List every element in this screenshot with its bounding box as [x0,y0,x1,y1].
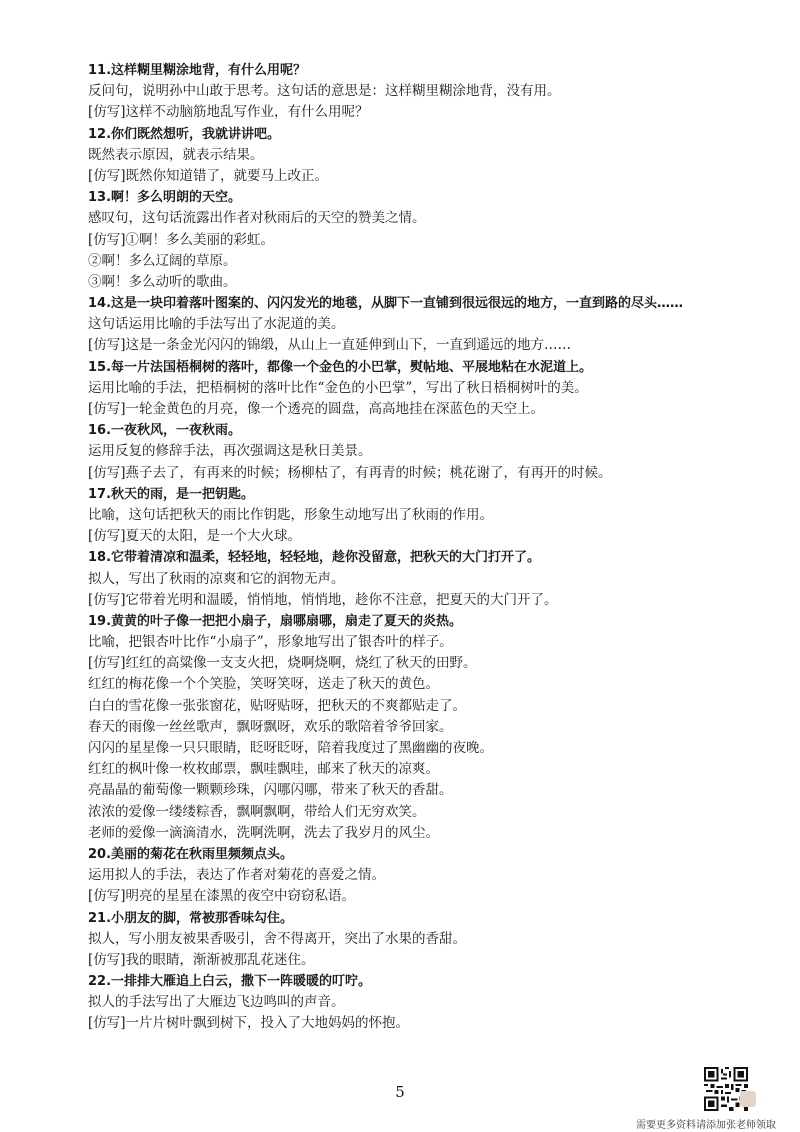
answer-line: ③啊！多么动听的歌曲。 [88,273,237,290]
answer-line: 浓浓的爱像一缕缕粽香，飘啊飘啊，带给人们无穷欢笑。 [88,803,426,820]
answer-line: 感叹句，这句话流露出作者对秋雨后的天空的赞美之情。 [88,210,426,227]
answer-line: 红红的梅花像一个个笑脸，笑呀笑呀，送走了秋天的黄色。 [88,676,439,693]
answer-line: 拟人，写小朋友被果香吸引，舍不得离开，突出了水果的香甜。 [88,930,466,947]
footer-text: 需要更多资料请添加张老师领取 [636,1120,776,1131]
question: 22.一排排大雁追上白云，撒下一阵暖暖的叮咛。 [88,974,372,990]
avatar [740,1091,756,1107]
answer-line: 运用比喻的手法，把梧桐树的落叶比作“金色的小巴掌”，写出了秋日梧桐树叶的美。 [88,379,588,396]
question: 18.它带着清凉和温柔，轻轻地，轻轻地，趁你没留意，把秋天的大门打开了。 [88,550,541,566]
footer-promo [618,1067,778,1131]
answer-line: [仿写]明亮的星星在漆黑的夜空中窃窃私语。 [88,888,356,905]
question: 20.美丽的菊花在秋雨里频频点头。 [88,846,294,862]
answer-line: 比喻，把银杏叶比作“小扇子”，形象地写出了银杏叶的样子。 [88,634,453,651]
answer-line: 闪闪的星星像一只只眼睛，眨呀眨呀，陪着我度过了黑幽幽的夜晚。 [88,740,493,756]
item-21 [88,908,778,972]
item-17 [88,484,778,548]
item-20 [88,844,778,908]
answer-line: 亮晶晶的葡萄像一颗颗珍珠，闪哪闪哪，带来了秋天的香甜。 [88,782,453,799]
page-number: 5 [395,1083,405,1101]
answer-line: 运用反复的修辞手法，再次强调这是秋日美景。 [88,443,372,460]
question: 12.你们既然想听，我就讲讲吧。 [88,126,281,142]
answer-line: [仿写]一轮金黄色的月亮，像一个透亮的圆盘，高高地挂在深蓝色的天空上。 [88,401,545,417]
answer-line: ②啊！多么辽阔的草原。 [88,252,237,269]
answer-line: [仿写]我的眼睛，渐渐被那乱花迷住。 [88,951,315,968]
item-18 [88,547,778,611]
answer-line: 红红的枫叶像一枚枚邮票，飘哇飘哇，邮来了秋天的凉爽。 [88,761,439,778]
answer-line: 这句话运用比喻的手法写出了水泥道的美。 [88,316,345,333]
answer-line: 拟人，写出了秋雨的凉爽和它的润物无声。 [88,570,345,587]
answer-line: [仿写]这是一条金光闪闪的锦缎，从山上一直延伸到山下，一直到遥远的地方…… [88,337,572,354]
answer-line: [仿写]既然你知道错了，就要马上改正。 [88,167,329,184]
answer-line: [仿写]①啊！多么美丽的彩虹。 [88,231,275,248]
item-11 [88,60,778,124]
answer-line: [仿写]燕子去了，有再来的时候；杨柳枯了，有再青的时候；桃花谢了，有再开的时候。 [88,464,612,481]
answer-line: [仿写]它带着光明和温暖，悄悄地，悄悄地，趁你不注意，把夏天的大门开了。 [88,591,558,608]
answer-line: 运用拟人的手法，表达了作者对菊花的喜爱之情。 [88,867,385,884]
answer-line: 春天的雨像一丝丝歌声，飘呀飘呀，欢乐的歌陪着爷爷回家。 [88,718,453,735]
item-19 [88,611,778,844]
question: 17.秋天的雨，是一把钥匙。 [88,486,255,502]
question: 15.每一片法国梧桐树的落叶，都像一个金色的小巴掌，熨帖地、平展地粘在水泥道上。 [88,359,593,375]
item-16 [88,420,778,484]
answer-line: [仿写]夏天的太阳，是一个大火球。 [88,528,302,545]
answer-line: 老师的爱像一滴滴清水，洗啊洗啊，洗去了我岁月的风尘。 [88,824,439,841]
answer-line: 比喻，这句话把秋天的雨比作钥匙，形象生动地写出了秋雨的作用。 [88,506,493,523]
item-22 [88,971,778,1035]
document-body [88,60,778,1035]
answer-line: [仿写]红红的高粱像一支支火把，烧啊烧啊，烧红了秋天的田野。 [88,655,477,672]
answer-line: 反问句，说明孙中山敢于思考。这句话的意思是：这样糊里糊涂地背，没有用。 [88,83,561,100]
answer-line: [仿写]一片片树叶飘到树下，投入了大地妈妈的怀抱。 [88,1015,410,1032]
item-13 [88,187,778,293]
item-15 [88,357,778,421]
answer-line: 既然表示原因，就表示结果。 [88,146,264,163]
question: 19.黄黄的叶子像一把把小扇子，扇哪扇哪，扇走了夏天的炎热。 [88,613,463,629]
answer-line: 白白的雪花像一张张窗花，贴呀贴呀，把秋天的不爽都贴走了。 [88,697,466,714]
item-14 [88,293,778,357]
question: 21.小朋友的脚，常被那香味勾住。 [88,910,294,926]
item-12 [88,124,778,188]
question: 16.一夜秋风，一夜秋雨。 [88,423,242,439]
question: 11.这样糊里糊涂地背，有什么用呢？ [88,63,307,78]
answer-line: 拟人的手法写出了大雁边飞边鸣叫的声音。 [88,994,345,1011]
question: 14.这是一块印着落叶图案的、闪闪发光的地毯，从脚下一直铺到很远很远的地方，一直到路的尽头…… [88,296,684,312]
answer-line: [仿写]这样不动脑筋地乱写作业，有什么用呢？ [88,104,369,121]
question: 13.啊！多么明朗的天空。 [88,190,242,206]
